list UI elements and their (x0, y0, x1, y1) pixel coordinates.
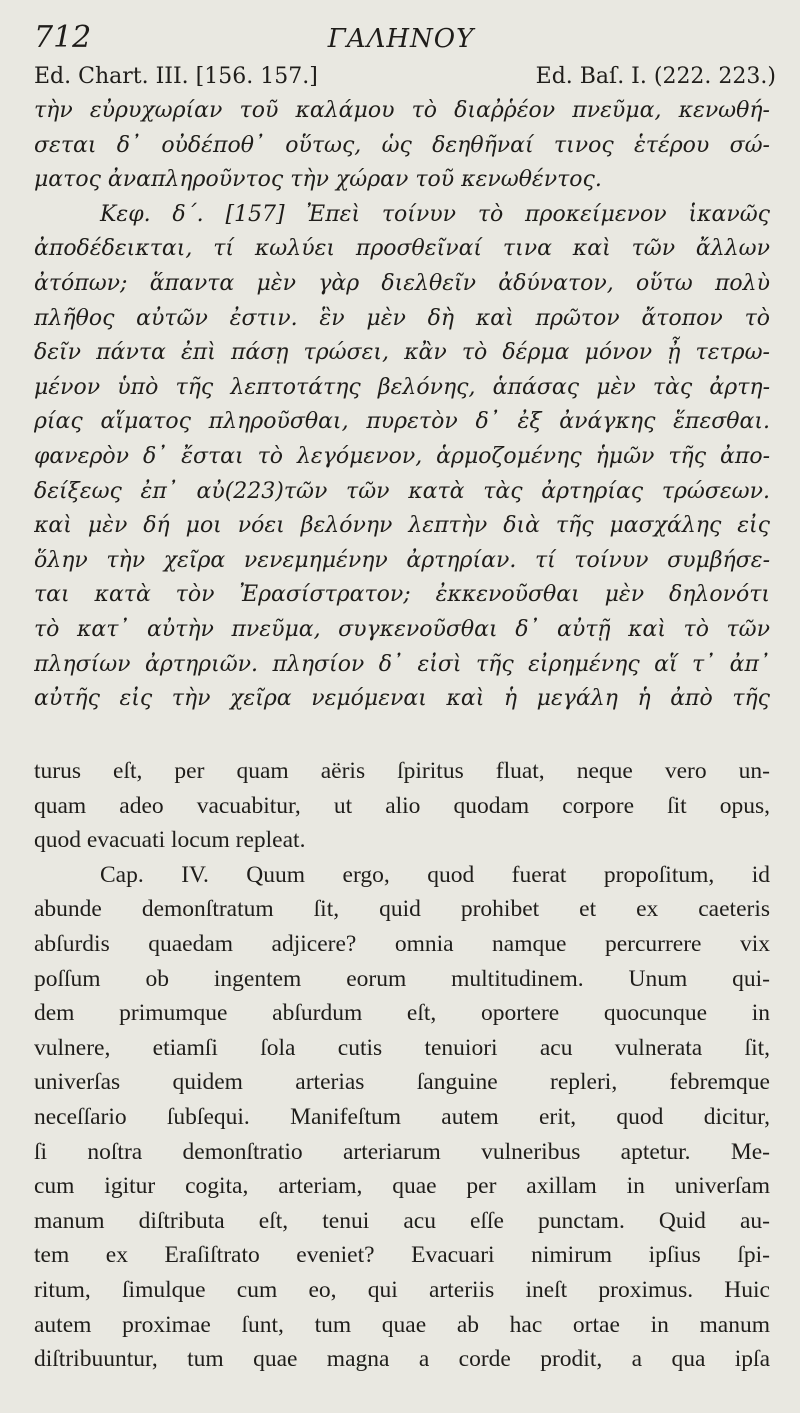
page-number: 712 (34, 20, 92, 55)
latin-line: cum igitur cogita, arteriam, quae per axillam in univerſam (34, 1173, 770, 1200)
greek-line: ρίας αἵματος πληροῦσθαι, πυρετὸν δ᾽ ἐξ ἀνάγκης ἕπεσθαι. (34, 409, 770, 435)
greek-line: πλῆθος αὐτῶν ἐστιν. ἓν μὲν δὴ καὶ πρῶτον ἄτοπον τὸ (34, 305, 770, 331)
latin-line: autem proximae ſunt, tum quae ab hac ortae in manum (34, 1311, 770, 1338)
greek-line: φανερὸν δ᾽ ἔσται τὸ λεγόμενον, ἁρμοζομένης ἡμῶν τῆς ἀπο- (34, 443, 770, 469)
greek-line: ματος ἀναπληροῦντος τὴν χώραν τοῦ κενωθέντος. (34, 167, 602, 193)
latin-line: vulnere, etiamſi ſola cutis tenuiori acu vulnerata ſit, (34, 1034, 770, 1061)
latin-line: quod evacuati locum repleat. (34, 827, 306, 854)
latin-line: manum diſtributa eſt, tenui acu eſſe punctam. Quid au- (34, 1207, 770, 1234)
latin-line: Cap. IV. Quum ergo, quod fuerat propoſitum, id (100, 861, 770, 888)
greek-line: σεται δ᾽ οὐδέποθ᾽ οὕτως, ὡς δεηθῆναί τινος ἑτέρου σώ- (34, 132, 770, 158)
greek-line: μένον ὑπὸ τῆς λεπτοτάτης βελόνης, ἁπάσας μὲν τὰς ἀρτη- (34, 374, 770, 400)
latin-line: ſi noſtra demonſtratio arteriarum vulneribus aptetur. Me- (34, 1138, 770, 1165)
latin-line: diſtribuuntur, tum quae magna a corde prodit, a qua ipſa (34, 1346, 770, 1373)
greek-line: δείξεως ἐπ᾽ αὐ(223)τῶν τῶν κατὰ τὰς ἀρτηρίας τρώσεων. (34, 478, 770, 504)
latin-line: tem ex Eraſiſtrato eveniet? Evacuari nimirum ipſius ſpi- (34, 1242, 770, 1269)
greek-line: ται κατὰ τὸν Ἐρασίστρατον; ἐκκενοῦσθαι μὲν δηλονότι (34, 582, 770, 608)
latin-text-block (34, 754, 770, 1377)
greek-line: τὸ κατ᾽ αὐτὴν πνεῦμα, συγκενοῦσθαι δ᾽ αὐτῇ καὶ τὸ τῶν (34, 616, 770, 642)
greek-line: ἀποδέδεικται, τί κωλύει προσθεῖναί τινα καὶ τῶν ἄλλων (34, 236, 770, 262)
latin-line: poſſum ob ingentem eorum multitudinem. Unum qui- (34, 965, 770, 992)
latin-line: turus eſt, per quam aëris ſpiritus fluat, neque vero un- (34, 758, 770, 784)
greek-line: τὴν εὐρυχωρίαν τοῦ καλάμου τὸ διαῤῥέον πνεῦμα, κενωθή- (34, 98, 770, 123)
edition-reference-left: Ed. Chart. III. [156. 157.] (34, 64, 318, 89)
greek-line: δεῖν πάντα ἐπὶ πάσῃ τρώσει, κἂν τὸ δέρμα μόνον ᾖ τετρω- (34, 340, 770, 366)
greek-line: ὅλην τὴν χεῖρα νενεμημένην ἀρτηρίαν. τί τοίνυν συμβήσε- (34, 547, 770, 573)
latin-line: neceſſario ſubſequi. Manifeſtum autem erit, quod dicitur, (34, 1103, 770, 1130)
greek-line: αὐτῆς εἰς τὴν χεῖρα νεμόμεναι καὶ ἡ μεγάλη ἡ ἀπὸ τῆς (34, 686, 770, 712)
latin-line: abunde demonſtratum ſit, quid prohibet et ex caeteris (34, 896, 770, 923)
latin-line: quam adeo vacuabitur, ut alio quodam corpore ſit opus, (34, 792, 770, 819)
latin-line: univerſas quidem arterias ſanguine repleri, febremque (34, 1069, 770, 1096)
latin-line: abſurdis quaedam adjicere? omnia namque percurrere vix (34, 930, 770, 957)
greek-text-block (34, 94, 770, 717)
greek-line: Κεφ. δ΄. [157] Ἐπεὶ τοίνυν τὸ προκείμενον ἱκανῶς (100, 201, 770, 227)
running-title: ΓΑΛΗΝΟΥ (327, 24, 475, 54)
latin-line: ritum, ſimulque cum eo, qui arteriis ineſt proximus. Huic (34, 1276, 770, 1303)
edition-reference-right: Ed. Baſ. I. (222. 223.) (535, 64, 776, 89)
greek-line: καὶ μὲν δή μοι νόει βελόνην λεπτὴν διὰ τῆς μασχάλης εἰς (34, 513, 770, 539)
edition-references (34, 64, 776, 94)
greek-line: ἀτόπων; ἅπαντα μὲν γὰρ διελθεῖν ἀδύνατον, οὕτω πολὺ (34, 270, 770, 296)
greek-line: πλησίων ἀρτηριῶν. πλησίον δ᾽ εἰσὶ τῆς εἰρημένης αἵ τ᾽ ἀπ᾽ (34, 651, 770, 677)
page-header (34, 20, 768, 60)
latin-line: dem primumque abſurdum eſt, oportere quocunque in (34, 1000, 770, 1027)
